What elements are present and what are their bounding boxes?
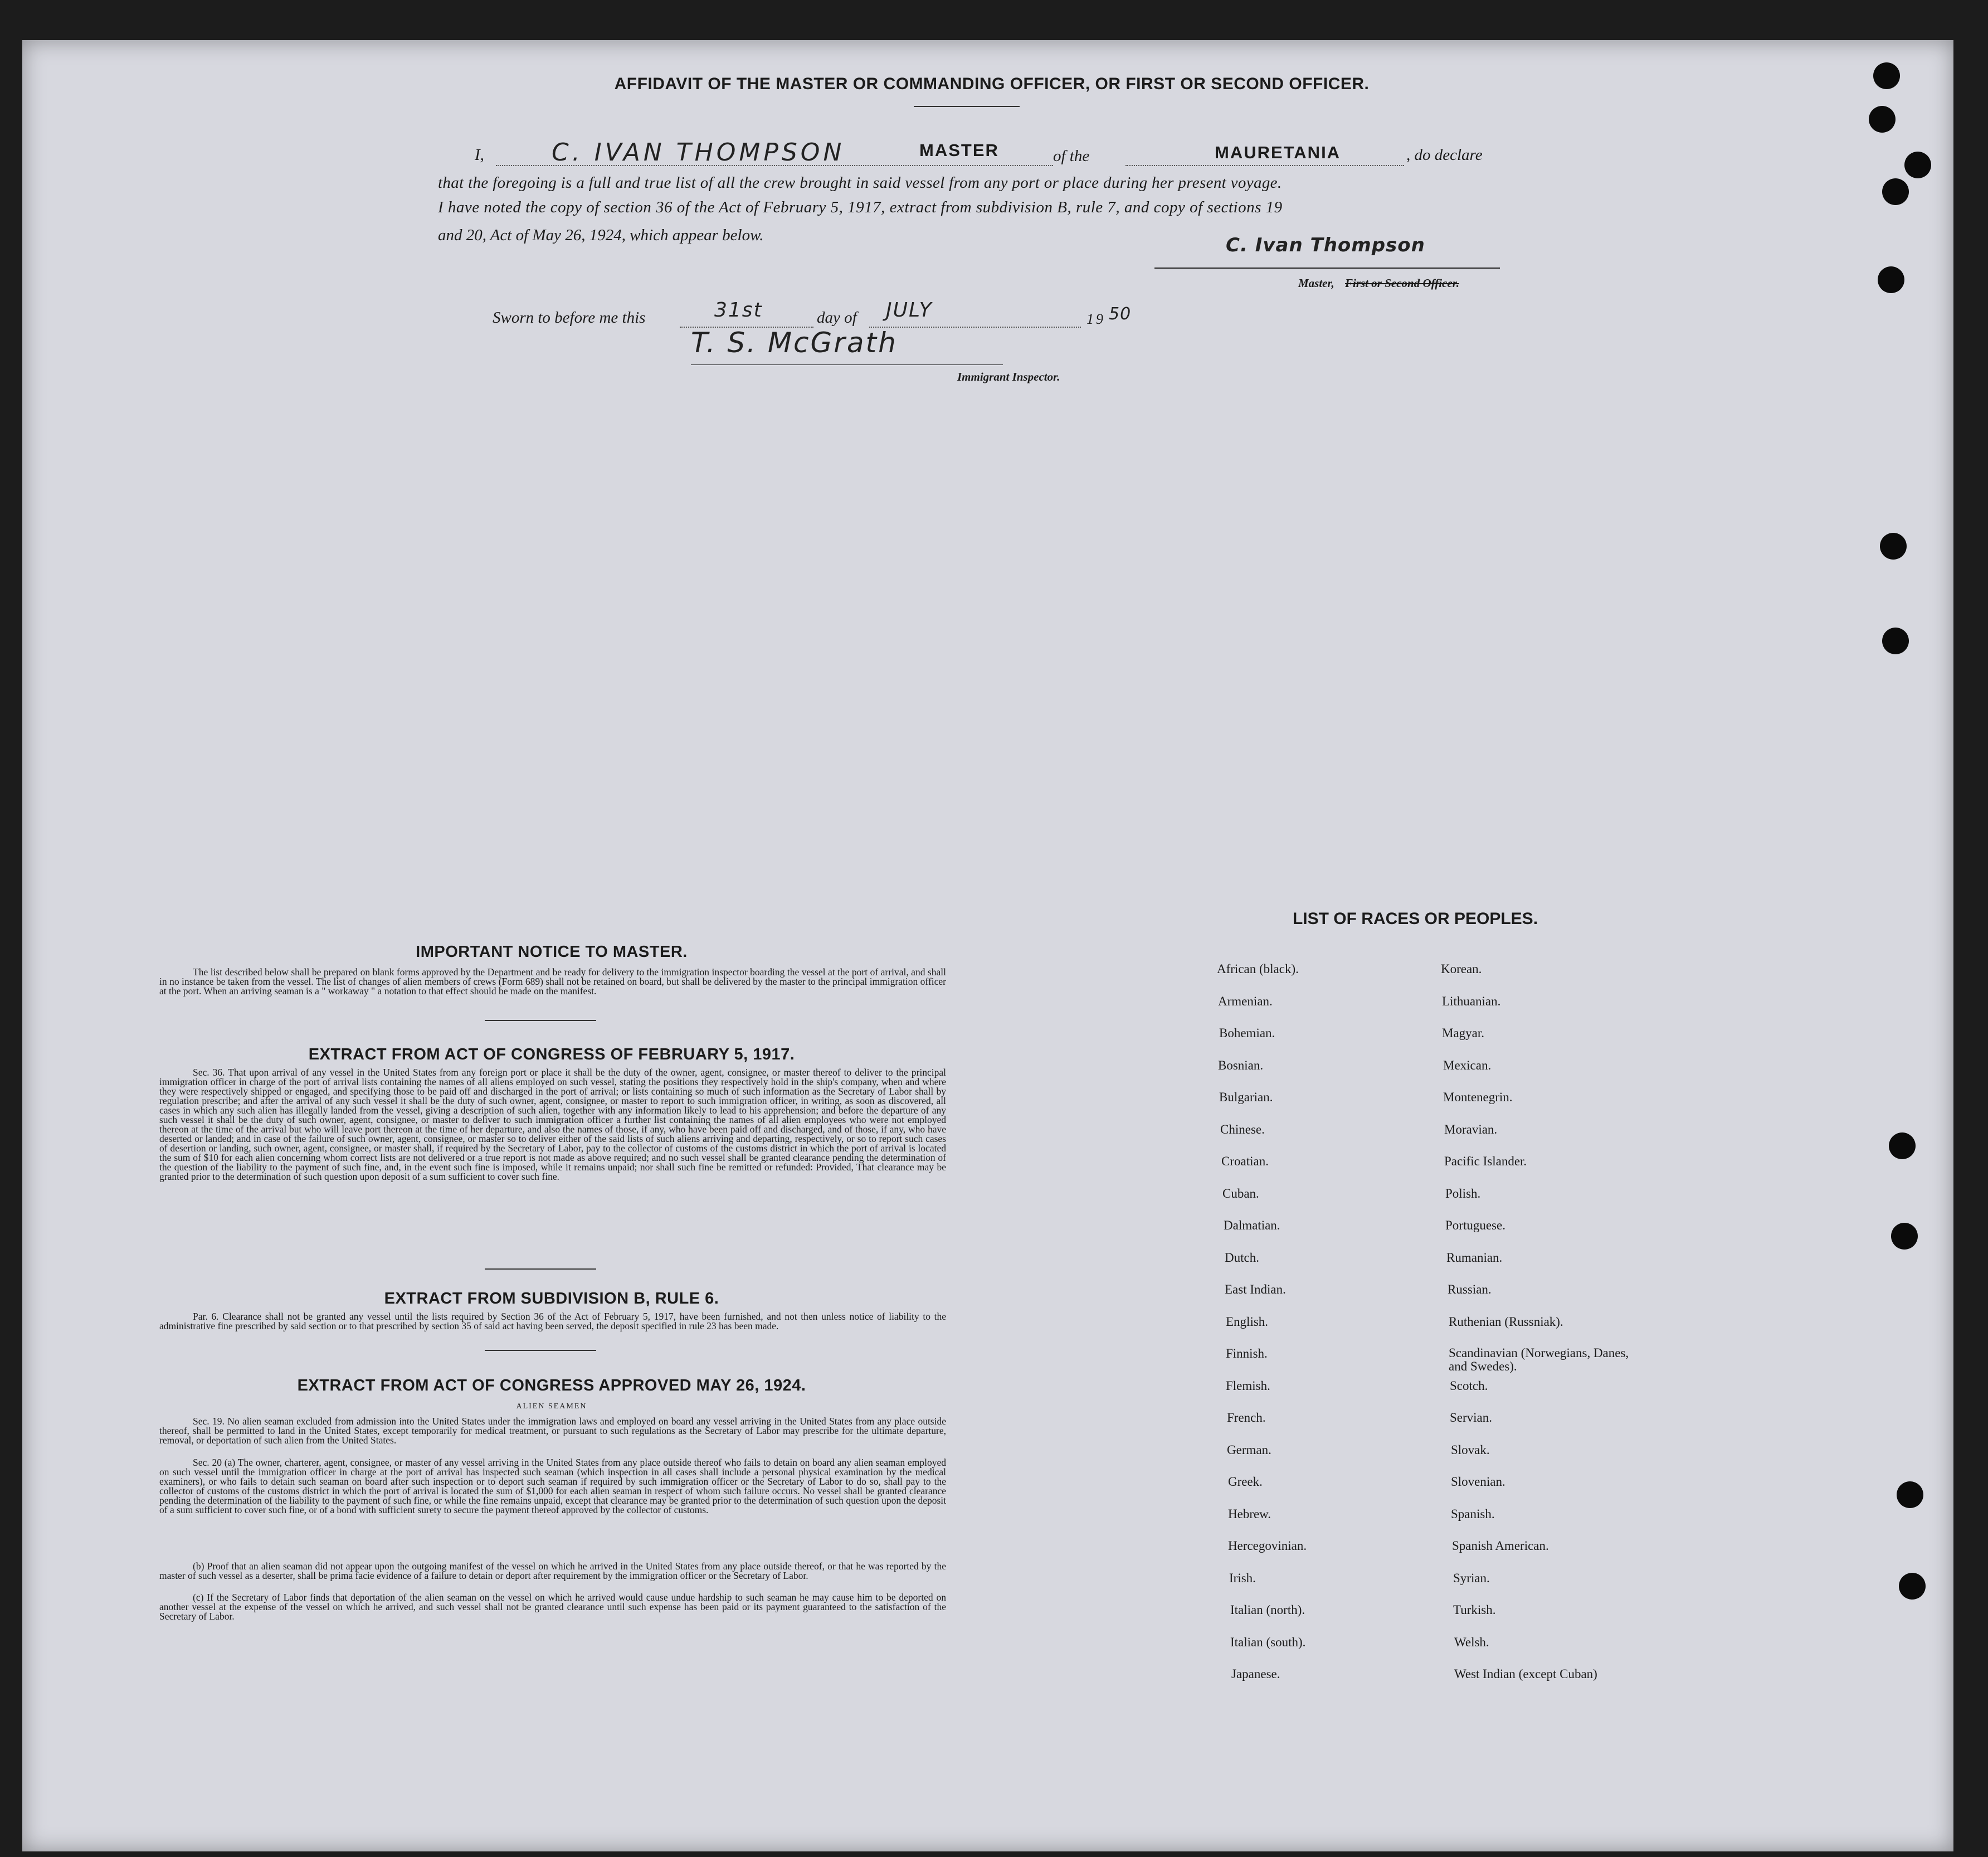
extract-1924-sec20a: Sec. 20 (a) The owner, charterer, agent, consignee, or master of any vessel arriving in the United States from any place outside thereof who fails to detain on board any alien seaman employed on such vessel until the immigration officer in charge at the port of arrival has inspected such seaman (which inspection in all cases shall include a personal physical examination by the medical examiners), or who fails to detain such seaman on board after such inspection or to deport such seaman if required by such immigration officer or the Secretary of Labor to do so, shall pay to the collector of customs of the customs district in which the port of arrival is located the sum of $1,000 for each alien seaman in respect of whom such failure occurs. No vessel shall be granted clearance pending the determination of the liability to the payment of such fine, or while the fine remains unpaid, except that clearance may be granted prior to the determination of such question upon the deposit of a sum sufficient to cover such fine, or of a bond with sufficient surety to secure the payment thereof approved by the collector of customs. [159, 1457, 946, 1515]
race-item: Magyar. [1442, 1026, 1485, 1040]
race-item: African (black). [1217, 962, 1299, 976]
races-title: LIST OF RACES OR PEOPLES. [1292, 910, 1538, 928]
extract-1917-rule [485, 1268, 596, 1270]
sworn-month-line [869, 327, 1081, 328]
race-item: Flemish. [1226, 1379, 1270, 1393]
affidavit-title: AFFIDAVIT OF THE MASTER OR COMMANDING OFFICER, OR FIRST OR SECOND OFFICER. [614, 75, 1370, 93]
extract-1917-body: Sec. 36. That upon arrival of any vessel in the United States from any foreign port or place it shall be the duty of the owner, agent, consignee, or master thereof to deliver to the principal immigration officer in charge of the port of arrival lists containing the names of all aliens employed on such vessel, stating the positions they respectively hold in the ship's company, when and where they were respectively shipped or engaged, and specifying those to be paid off and discharged in the port of arrival; or lists containing so much of such information as the Secretary of Labor shall by regulation prescribe; and after the arrival of any such vessel it shall be the duty of such owner, agent, consignee, or master to report to such immigration officer, in writing, as soon as discovered, all cases in which any such alien has illegally landed from the vessel, giving a description of such alien, together with any information likely to lead to his apprehension; and before the departure of any such vessel it shall be the duty of such owner, agent, consignee, or master to deliver to such immigration officer a further list containing the names of all alien employees who were not employed thereon at the time of the arrival but who will leave port thereon at the time of her departure, and also the names of those, if any, who have been paid off and discharged, and of those, if any, who have deserted or landed; and in case of the failure of such owner, agent, consignee, or master so to deliver either of the said lists of such aliens arriving and departing, respectively, or so to report such cases of desertion or landing, such owner, agent, consignee, or master shall, if required by the Secretary of Labor, pay to the collector of customs of the customs district in which the port of arrival is located the sum of $10 for each alien concerning whom correct lists are not delivered or a true report is not made as above required; and no such vessel shall be granted clearance pending the determination of the question of the liability to the payment of such fine, and, in the event such fine is imposed, while it remains unpaid; nor shall such fine be remitted or refunded: Provided, That clearance may be granted prior to the determination of such question upon deposit of a sum sufficient to cover such fine. [159, 1067, 946, 1182]
inspector-signature: T. S. McGrath [691, 327, 898, 359]
race-item: Bosnian. [1218, 1058, 1264, 1072]
race-item: Servian. [1450, 1411, 1493, 1425]
vessel-name: MAURETANIA [1215, 143, 1341, 162]
signature-rule [1154, 268, 1500, 269]
race-item: Dutch. [1225, 1251, 1259, 1265]
race-item: Japanese. [1231, 1667, 1280, 1681]
vessel-field-line [1125, 165, 1404, 166]
sworn-year: 50 [1109, 304, 1132, 324]
day-of-label: day of [817, 309, 857, 327]
do-declare-label: , do declare [1406, 146, 1483, 164]
race-item: Moravian. [1444, 1122, 1498, 1136]
binder-hole [1878, 266, 1904, 293]
race-item: Welsh. [1454, 1635, 1489, 1649]
notice-rule [485, 1020, 596, 1021]
race-item: Hebrew. [1228, 1507, 1271, 1521]
race-item: Armenian. [1218, 994, 1273, 1008]
binder-hole [1882, 628, 1909, 654]
binder-hole [1882, 178, 1909, 205]
race-item: Finnish. [1226, 1346, 1268, 1360]
race-item: Italian (south). [1230, 1635, 1306, 1649]
race-item: Turkish. [1453, 1603, 1496, 1617]
role-struck: First or Second Officer. [1345, 276, 1459, 290]
race-item: Lithuanian. [1442, 994, 1501, 1008]
race-item: Greek. [1228, 1475, 1263, 1489]
affidavit-prefix: I, [475, 146, 484, 164]
extract-rule6-rule [485, 1350, 596, 1351]
binder-hole [1889, 1132, 1916, 1159]
race-item: Mexican. [1443, 1058, 1492, 1072]
race-item: Croatian. [1221, 1154, 1269, 1168]
race-item: Hercegovinian. [1228, 1539, 1307, 1553]
race-item: German. [1227, 1443, 1271, 1457]
race-item: Dalmatian. [1224, 1218, 1280, 1232]
affidavit-line-3: I have noted the copy of section 36 of the Act of February 5, 1917, extract from subdivision B, rule 7, and copy of sections 19 [438, 198, 1283, 216]
race-item: Korean. [1441, 962, 1482, 976]
of-the-label: of the [1053, 147, 1090, 165]
title-rule [914, 106, 1020, 107]
affidavit-line-4: and 20, Act of May 26, 1924, which appear below. [438, 226, 764, 244]
race-item: Chinese. [1220, 1122, 1265, 1136]
master-name: C. IVAN THOMPSON [552, 138, 845, 167]
sworn-prefix: Sworn to before me this [493, 309, 646, 327]
race-item: Syrian. [1453, 1571, 1490, 1585]
rank: MASTER [919, 140, 999, 160]
race-item: Polish. [1445, 1187, 1481, 1200]
race-item: Spanish American. [1452, 1539, 1549, 1553]
sworn-month: JULY [886, 299, 933, 322]
race-item: Spanish. [1451, 1507, 1495, 1521]
inspector-rule [691, 364, 1003, 365]
race-item: Portuguese. [1445, 1218, 1505, 1232]
race-item: Slovak. [1451, 1443, 1490, 1457]
extract-1924-sec20c: (c) If the Secretary of Labor finds that deportation of the alien seaman on the vessel on which he arrived would cause undue hardship to such seaman he may cause him to be deported on another vessel at the expense of the vessel on which he arrived, and such vessel shall not be granted clearance until such expense has been paid or its payment guaranteed to the satisfaction of the Secretary of Labor. [159, 1592, 946, 1622]
affidavit-line-2: that the foregoing is a full and true list of all the crew brought in said vessel from any port or place during her present voyage. [438, 174, 1282, 192]
extract-1924-title: EXTRACT FROM ACT OF CONGRESS APPROVED MAY 26, 1924. [297, 1377, 806, 1394]
notice-body: The list described below shall be prepared on blank forms approved by the Department and be ready for delivery to the immigration inspector boarding the vessel at the port of arrival, and shall in no instance be taken from the vessel. The list of changes of alien members of crews (Form 689) shall not be retained on board, but shall be delivered by the master to the principal immigration officer at the port. When an arriving seaman is a " workaway " a notation to that effect should be made on the manifest. [159, 966, 946, 996]
race-item: East Indian. [1225, 1282, 1286, 1296]
race-item: French. [1227, 1411, 1266, 1425]
race-item: Cuban. [1222, 1187, 1259, 1200]
role-master: Master, [1298, 276, 1334, 290]
notice-title: IMPORTANT NOTICE TO MASTER. [416, 943, 688, 961]
binder-hole [1897, 1481, 1923, 1508]
binder-hole [1891, 1223, 1918, 1250]
year-prefix: 19 [1086, 311, 1105, 327]
alien-seamen-label: ALIEN SEAMEN [516, 1402, 587, 1411]
race-item: Bohemian. [1219, 1026, 1275, 1040]
extract-1917-title: EXTRACT FROM ACT OF CONGRESS OF FEBRUARY 5, 1917. [308, 1046, 795, 1063]
race-item: Russian. [1448, 1282, 1492, 1296]
sworn-day: 31st [714, 299, 763, 322]
race-item: English. [1226, 1315, 1269, 1329]
extract-rule6-body: Par. 6. Clearance shall not be granted any vessel until the lists required by Section 36 of the Act of February 5, 1917, have been furnished, and not then unless notice of liability to the administrative fine prescribed by said section or to that prescribed by section 35 of said act having been served, the deposit specified in rule 23 has been made. [159, 1311, 946, 1331]
race-item: Montenegrin. [1443, 1090, 1513, 1104]
binder-hole [1869, 106, 1896, 133]
extract-1924-sec20b: (b) Proof that an alien seaman did not appear upon the outgoing manifest of the vessel on which he arrived in the United States from any place outside thereof, or that he was reported by the master of such vessel as a deserter, shall be prima facie evidence of a failure to detain or deport after requirement by the immigration officer or the Secretary of Labor. [159, 1561, 946, 1581]
binder-hole [1899, 1573, 1926, 1600]
binder-hole [1880, 533, 1907, 560]
race-item: Scandinavian (Norwegians, Danes, and Swedes). [1449, 1346, 1629, 1373]
race-item: Ruthenian (Russniak). [1449, 1315, 1563, 1329]
race-item: Rumanian. [1446, 1251, 1503, 1265]
race-item: Scotch. [1450, 1379, 1488, 1393]
master-signature: C. Ivan Thompson [1226, 234, 1425, 256]
race-item: Slovenian. [1451, 1475, 1505, 1489]
binder-hole [1904, 152, 1931, 178]
race-item: Irish. [1229, 1571, 1256, 1585]
extract-rule6-title: EXTRACT FROM SUBDIVISION B, RULE 6. [384, 1290, 719, 1307]
race-item: Italian (north). [1230, 1603, 1305, 1617]
race-item: West Indian (except Cuban) [1454, 1667, 1597, 1681]
race-item: Pacific Islander. [1444, 1154, 1527, 1168]
race-item: Bulgarian. [1219, 1090, 1273, 1104]
inspector-title: Immigrant Inspector. [957, 370, 1060, 383]
extract-1924-sec19: Sec. 19. No alien seaman excluded from admission into the United States under the immigration laws and employed on board any vessel arriving in the United States from any place outside thereof, shall be permitted to land in the United States, except temporarily for medical treatment, or pursuant to such regulations as the Secretary of Labor may prescribe for the ultimate departure, removal, or deportation of such alien from the United States. [159, 1416, 946, 1446]
binder-hole [1873, 62, 1900, 89]
